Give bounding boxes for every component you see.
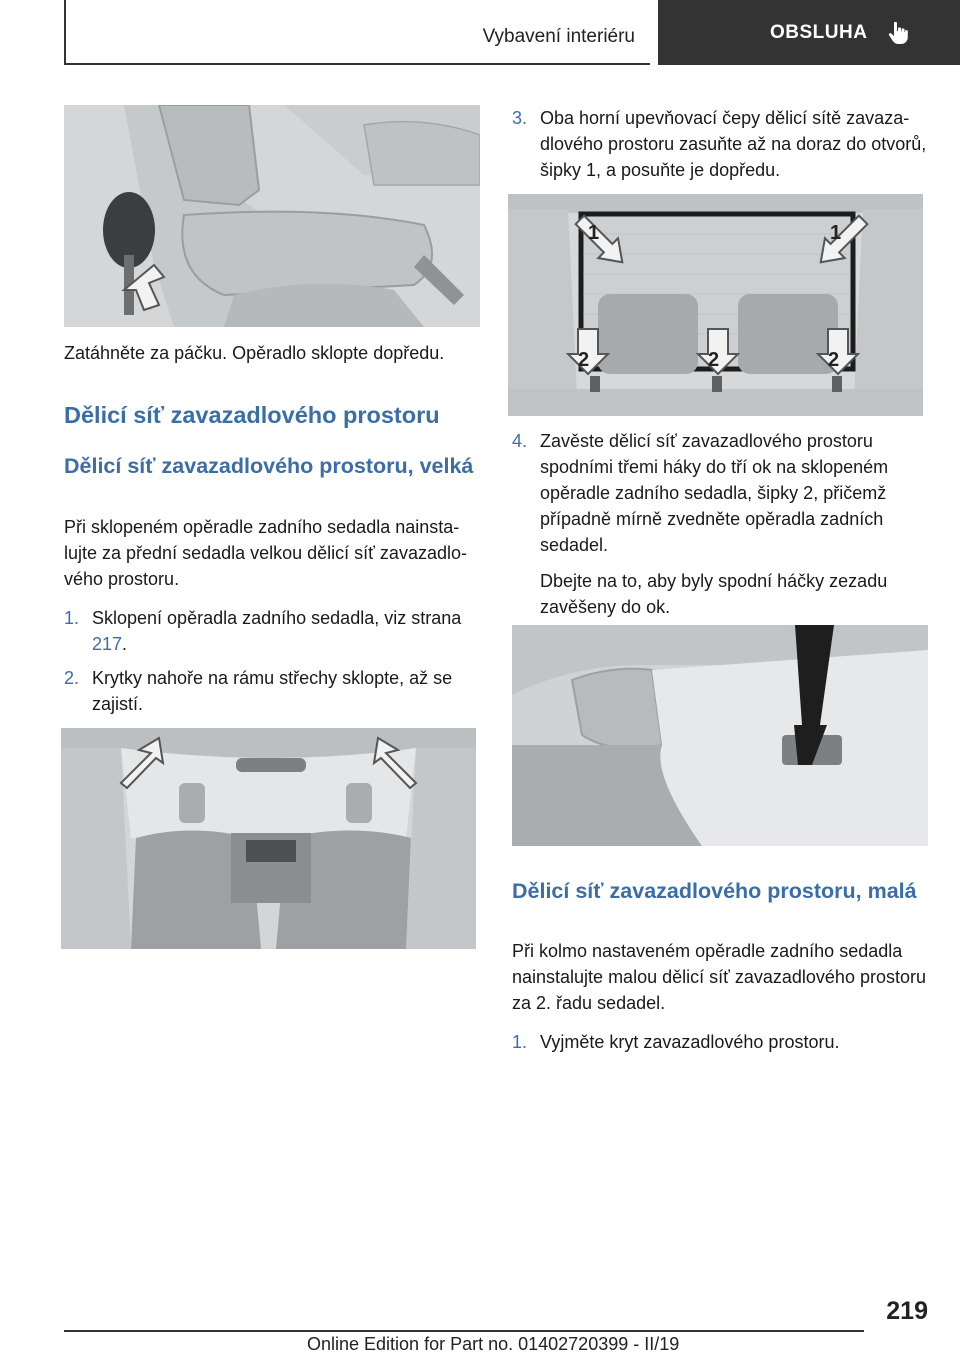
step-2-left [64,665,478,717]
subheading-large-net: Dělicí síť zavazadlového prostoru, velká [64,454,474,478]
intro-paragraph: Při sklopeném opěradle zadního sedadla nainstalujte za přední sedadla velkou dělicí síť zavazadlového prostoru. [64,517,467,589]
figure-roof-cover-flaps [61,728,476,949]
chapter-tab-label: OBSLUHA [770,21,868,43]
figure-net-mounting [508,194,923,416]
arrow-label-1-left: 1 [588,222,600,244]
footer-edition: Online Edition for Part no. 01402720399 - II/19 [307,1334,680,1354]
header-left-rule [64,0,66,64]
step-number: 4. [512,431,528,451]
page-number: 219 [886,1297,928,1325]
figure-seat-lever [64,105,480,327]
hand-pointer-icon [885,20,911,46]
header-section-title: Vybavení interiéru [482,26,635,47]
step-1-right-bottom [512,1029,928,1055]
step-number: 1. [64,608,80,628]
step-1-left: 1. Sklopení opěradla zadního sedadla, viz strana 217. [64,605,478,657]
header-bottom-rule [64,63,650,65]
subheading-small-net: Dělicí síť zavazadlového prostoru, malá [512,879,917,903]
arrow-label-2-right: 2 [828,349,840,371]
step-number: 2. [64,668,80,688]
figure-1-caption: Zatáhněte za páčku. Opěradlo sklopte dopředu. [64,343,445,363]
arrow-label-2-left: 2 [578,349,590,371]
step-text: Zavěste dělicí síť zavazadlového prostoru spodními třemi háky do tří ok na sklopeném opěradle zadního sedadla, šipky 2, přičemž případně mírně zvedněte opěradla zadních sedadel. [540,431,889,555]
step-4-right [512,428,928,620]
step-3-right [512,105,928,183]
intro-small-paragraph: Při kolmo nastaveném opěradle zadního sedadla nainstalujte malou dělicí síť zavazadlového prostoru za 2. řadu sedadel. [512,941,926,1013]
step-text: Krytky nahoře na rámu střechy sklopte, až se zajistí. [92,668,453,714]
footer-rule [64,1330,864,1332]
step-text: Vyjměte kryt zavazadlového prostoru. [540,1032,840,1052]
step-text: Oba horní upevňovací čepy dělicí sítě zavazadlového prostoru zasuňte až na doraz do otvorů, šipky 1, a posuňte je dopředu. [540,108,927,180]
step-text: Sklopení opěradla zadního sedadla, viz strana [92,608,462,628]
section-heading: Dělicí síť zavazadlového prostoru [64,402,440,428]
arrow-label-2-center: 2 [708,349,720,371]
page-link-217[interactable]: 217 [92,634,123,654]
step-number: 1. [512,1032,528,1052]
header-chapter-tab[interactable] [658,0,960,65]
step-note: Dbejte na to, aby byly spodní háčky zezadu zavěšeny do ok. [540,571,888,617]
figure-hook-detail [512,625,928,846]
arrow-label-1-right: 1 [830,222,842,244]
step-number: 3. [512,108,528,128]
